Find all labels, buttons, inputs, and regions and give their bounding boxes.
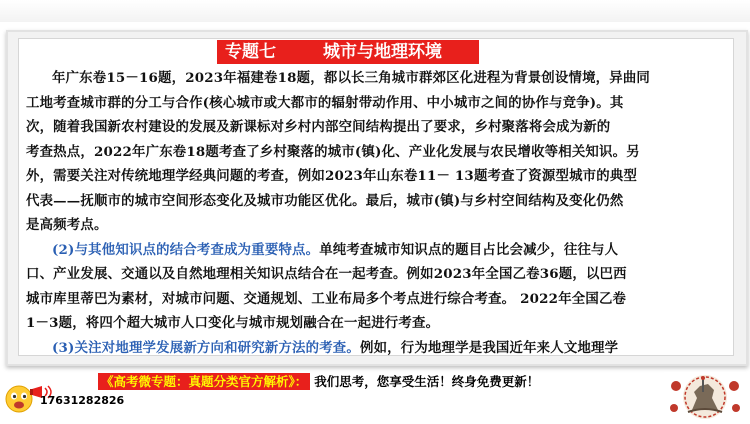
body-text (26, 66, 726, 360)
text-line: 次，随着我国新农村建设的发展及新课标对乡村内部空间结构提出了要求，乡村聚落将会成为新的 (26, 119, 611, 135)
phone-number: 17631282826 (40, 394, 125, 407)
paragraph-2-heading: (2)与其他知识点的结合考查成为重要特点。 (52, 241, 320, 258)
text-line: 代表——抚顺市的城市空间形态变化及城市功能区优化。最后，城市(镇)与乡村空间结构及变化仍然 (26, 192, 624, 209)
text-line: 城市库里蒂巴为素材，对城市问题、交通规划、工业布局多个考点进行综合考查。 2022年全国乙卷 (26, 290, 627, 307)
paragraph-3-heading: (3)关注对地理学发展新方向和研究新方法的考查。 (52, 339, 360, 356)
text-span: 单纯考查城市知识点的题目占比会减少，往往与人 (319, 241, 619, 258)
paragraph-1 (26, 66, 726, 238)
section-name: 城市与地理环境 (323, 42, 442, 62)
text-line: 考查热点，2022年广东卷18题考查了乡村聚落的城市(镇)化、产业化发展与农民增收等相关知识。另 (26, 143, 640, 160)
text-span: 例如，行为地理学是我国近年来人文地理学 (360, 339, 619, 356)
text-line: 外，需要关注对传统地理学经典问题的考查，例如2023年山东卷11－ 13题考查了资源型城市的典型 (26, 168, 638, 184)
text-line (26, 336, 726, 361)
section-number: 专题七 (225, 42, 276, 62)
text-line: 1－3题，将四个超大城市人口变化与城市规划融合在一起进行考查。 (26, 315, 440, 331)
promo-banner (98, 372, 539, 392)
text-line (26, 238, 726, 263)
top-band (0, 0, 750, 22)
text-line: 是高频考点。 (26, 217, 108, 233)
paragraph-2 (26, 238, 726, 336)
promo-highlight: 《高考微专题：真题分类官方解析》： (98, 373, 310, 390)
text-line: 口、产业发展、交通以及自然地理相关知识点结合在一起考查。例如2023年全国乙卷36题，以巴西 (26, 266, 627, 282)
text-line: 工地考查城市群的分工与合作(核心城市或大都市的辐射带动作用、中小城市之间的协作与竞争)。其 (26, 94, 624, 111)
knight-logo-icon (664, 372, 746, 422)
text-line: 年广东卷15－16题，2023年福建卷18题，都以长三角城市群郊区化进程为背景创设情境，异曲同 (52, 70, 651, 86)
section-title (217, 40, 479, 64)
promo-text: 我们思考，您享受生活！终身免费更新！ (314, 374, 540, 389)
paragraph-3 (26, 336, 726, 361)
